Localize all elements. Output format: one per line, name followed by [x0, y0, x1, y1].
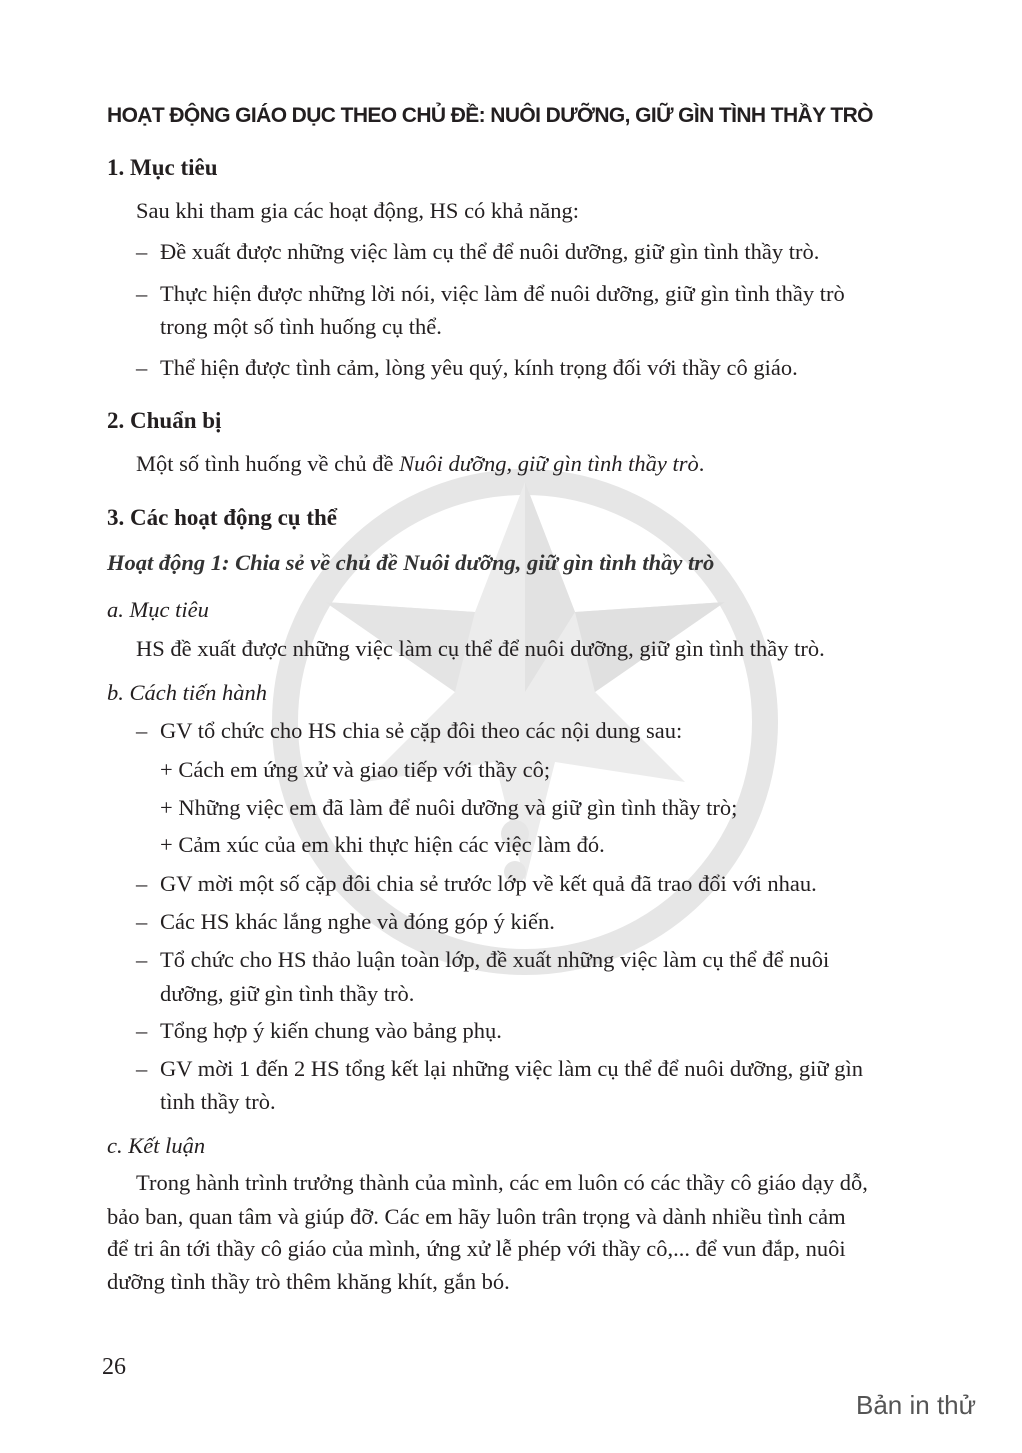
bullet-dash: –	[136, 239, 148, 264]
section-2-text-italic: Nuôi dưỡng, giữ gìn tình thầy trò	[399, 451, 699, 476]
subsection-a-label: a. Mục tiêu	[107, 597, 209, 622]
section-2-text	[136, 449, 704, 479]
bullet-dash: –	[136, 1056, 148, 1081]
list-item: Tổng hợp ý kiến chung vào bảng phụ.	[160, 1018, 502, 1043]
bullet-dash: –	[136, 947, 148, 972]
conclusion-line: bảo ban, quan tâm và giúp đỡ. Các em hãy luôn trân trọng và dành nhiều tình cảm	[107, 1204, 846, 1229]
sub-list-item: + Những việc em đã làm để nuôi dưỡng và giữ gìn tình thầy trò;	[160, 795, 738, 820]
list-item: Tổ chức cho HS thảo luận toàn lớp, đề xuất những việc làm cụ thể để nuôi	[160, 947, 830, 972]
section-1-heading: 1. Mục tiêu	[107, 155, 218, 180]
conclusion-line: dưỡng tình thầy trò thêm khăng khít, gắn bó.	[107, 1269, 510, 1294]
sub-list-item: + Cảm xúc của em khi thực hiện các việc làm đó.	[160, 832, 605, 857]
bullet-dash: –	[136, 355, 148, 380]
activity-title: Hoạt động 1: Chia sẻ về chủ đề Nuôi dưỡng, giữ gìn tình thầy trò	[107, 550, 715, 575]
list-item-continuation: tình thầy trò.	[160, 1089, 276, 1114]
list-item: Các HS khác lắng nghe và đóng góp ý kiến.	[160, 909, 555, 934]
section-2-text-normal: Một số tình huống về chủ đề	[136, 451, 400, 476]
section-3-heading: 3. Các hoạt động cụ thể	[107, 505, 338, 530]
conclusion-line: Trong hành trình trưởng thành của mình, các em luôn có các thầy cô giáo dạy dỗ,	[136, 1170, 868, 1195]
list-item-continuation: dưỡng, giữ gìn tình thầy trò.	[160, 981, 415, 1006]
subsection-a-text: HS đề xuất được những việc làm cụ thể để nuôi dưỡng, giữ gìn tình thầy trò.	[136, 636, 825, 661]
list-item: Đề xuất được những việc làm cụ thể để nuôi dưỡng, giữ gìn tình thầy trò.	[160, 239, 820, 264]
section-1-intro: Sau khi tham gia các hoạt động, HS có khả năng:	[136, 198, 580, 223]
bullet-dash: –	[136, 1018, 148, 1043]
bullet-dash: –	[136, 909, 148, 934]
page-number: 26	[102, 1354, 126, 1380]
subsection-b-label: b. Cách tiến hành	[107, 680, 267, 705]
list-item: GV tổ chức cho HS chia sẻ cặp đôi theo các nội dung sau:	[160, 718, 683, 743]
section-2-heading: 2. Chuẩn bị	[107, 408, 222, 433]
list-item: Thể hiện được tình cảm, lòng yêu quý, kính trọng đối với thầy cô giáo.	[160, 355, 798, 380]
conclusion-line: để tri ân tới thầy cô giáo của mình, ứng xử lễ phép với thầy cô,... để vun đắp, nuôi	[107, 1236, 846, 1261]
subsection-c-label: c. Kết luận	[107, 1133, 206, 1158]
list-item: GV mời 1 đến 2 HS tổng kết lại những việc làm cụ thể để nuôi dưỡng, giữ gìn	[160, 1056, 864, 1081]
list-item: Thực hiện được những lời nói, việc làm để nuôi dưỡng, giữ gìn tình thầy trò	[160, 281, 845, 306]
sub-list-item: + Cách em ứng xử và giao tiếp với thầy cô;	[160, 757, 551, 782]
print-proof-stamp: Bản in thử	[856, 1390, 977, 1420]
page-title: HOẠT ĐỘNG GIÁO DỤC THEO CHỦ ĐỀ: NUÔI DƯỠNG, GIỮ GÌN TÌNH THẦY TRÒ	[107, 104, 873, 127]
bullet-dash: –	[136, 281, 148, 306]
list-item-continuation: trong một số tình huống cụ thể.	[160, 314, 442, 339]
list-item: GV mời một số cặp đôi chia sẻ trước lớp về kết quả đã trao đổi với nhau.	[160, 871, 817, 896]
section-2-text-end: .	[698, 451, 705, 476]
bullet-dash: –	[136, 871, 148, 896]
bullet-dash: –	[136, 718, 148, 743]
